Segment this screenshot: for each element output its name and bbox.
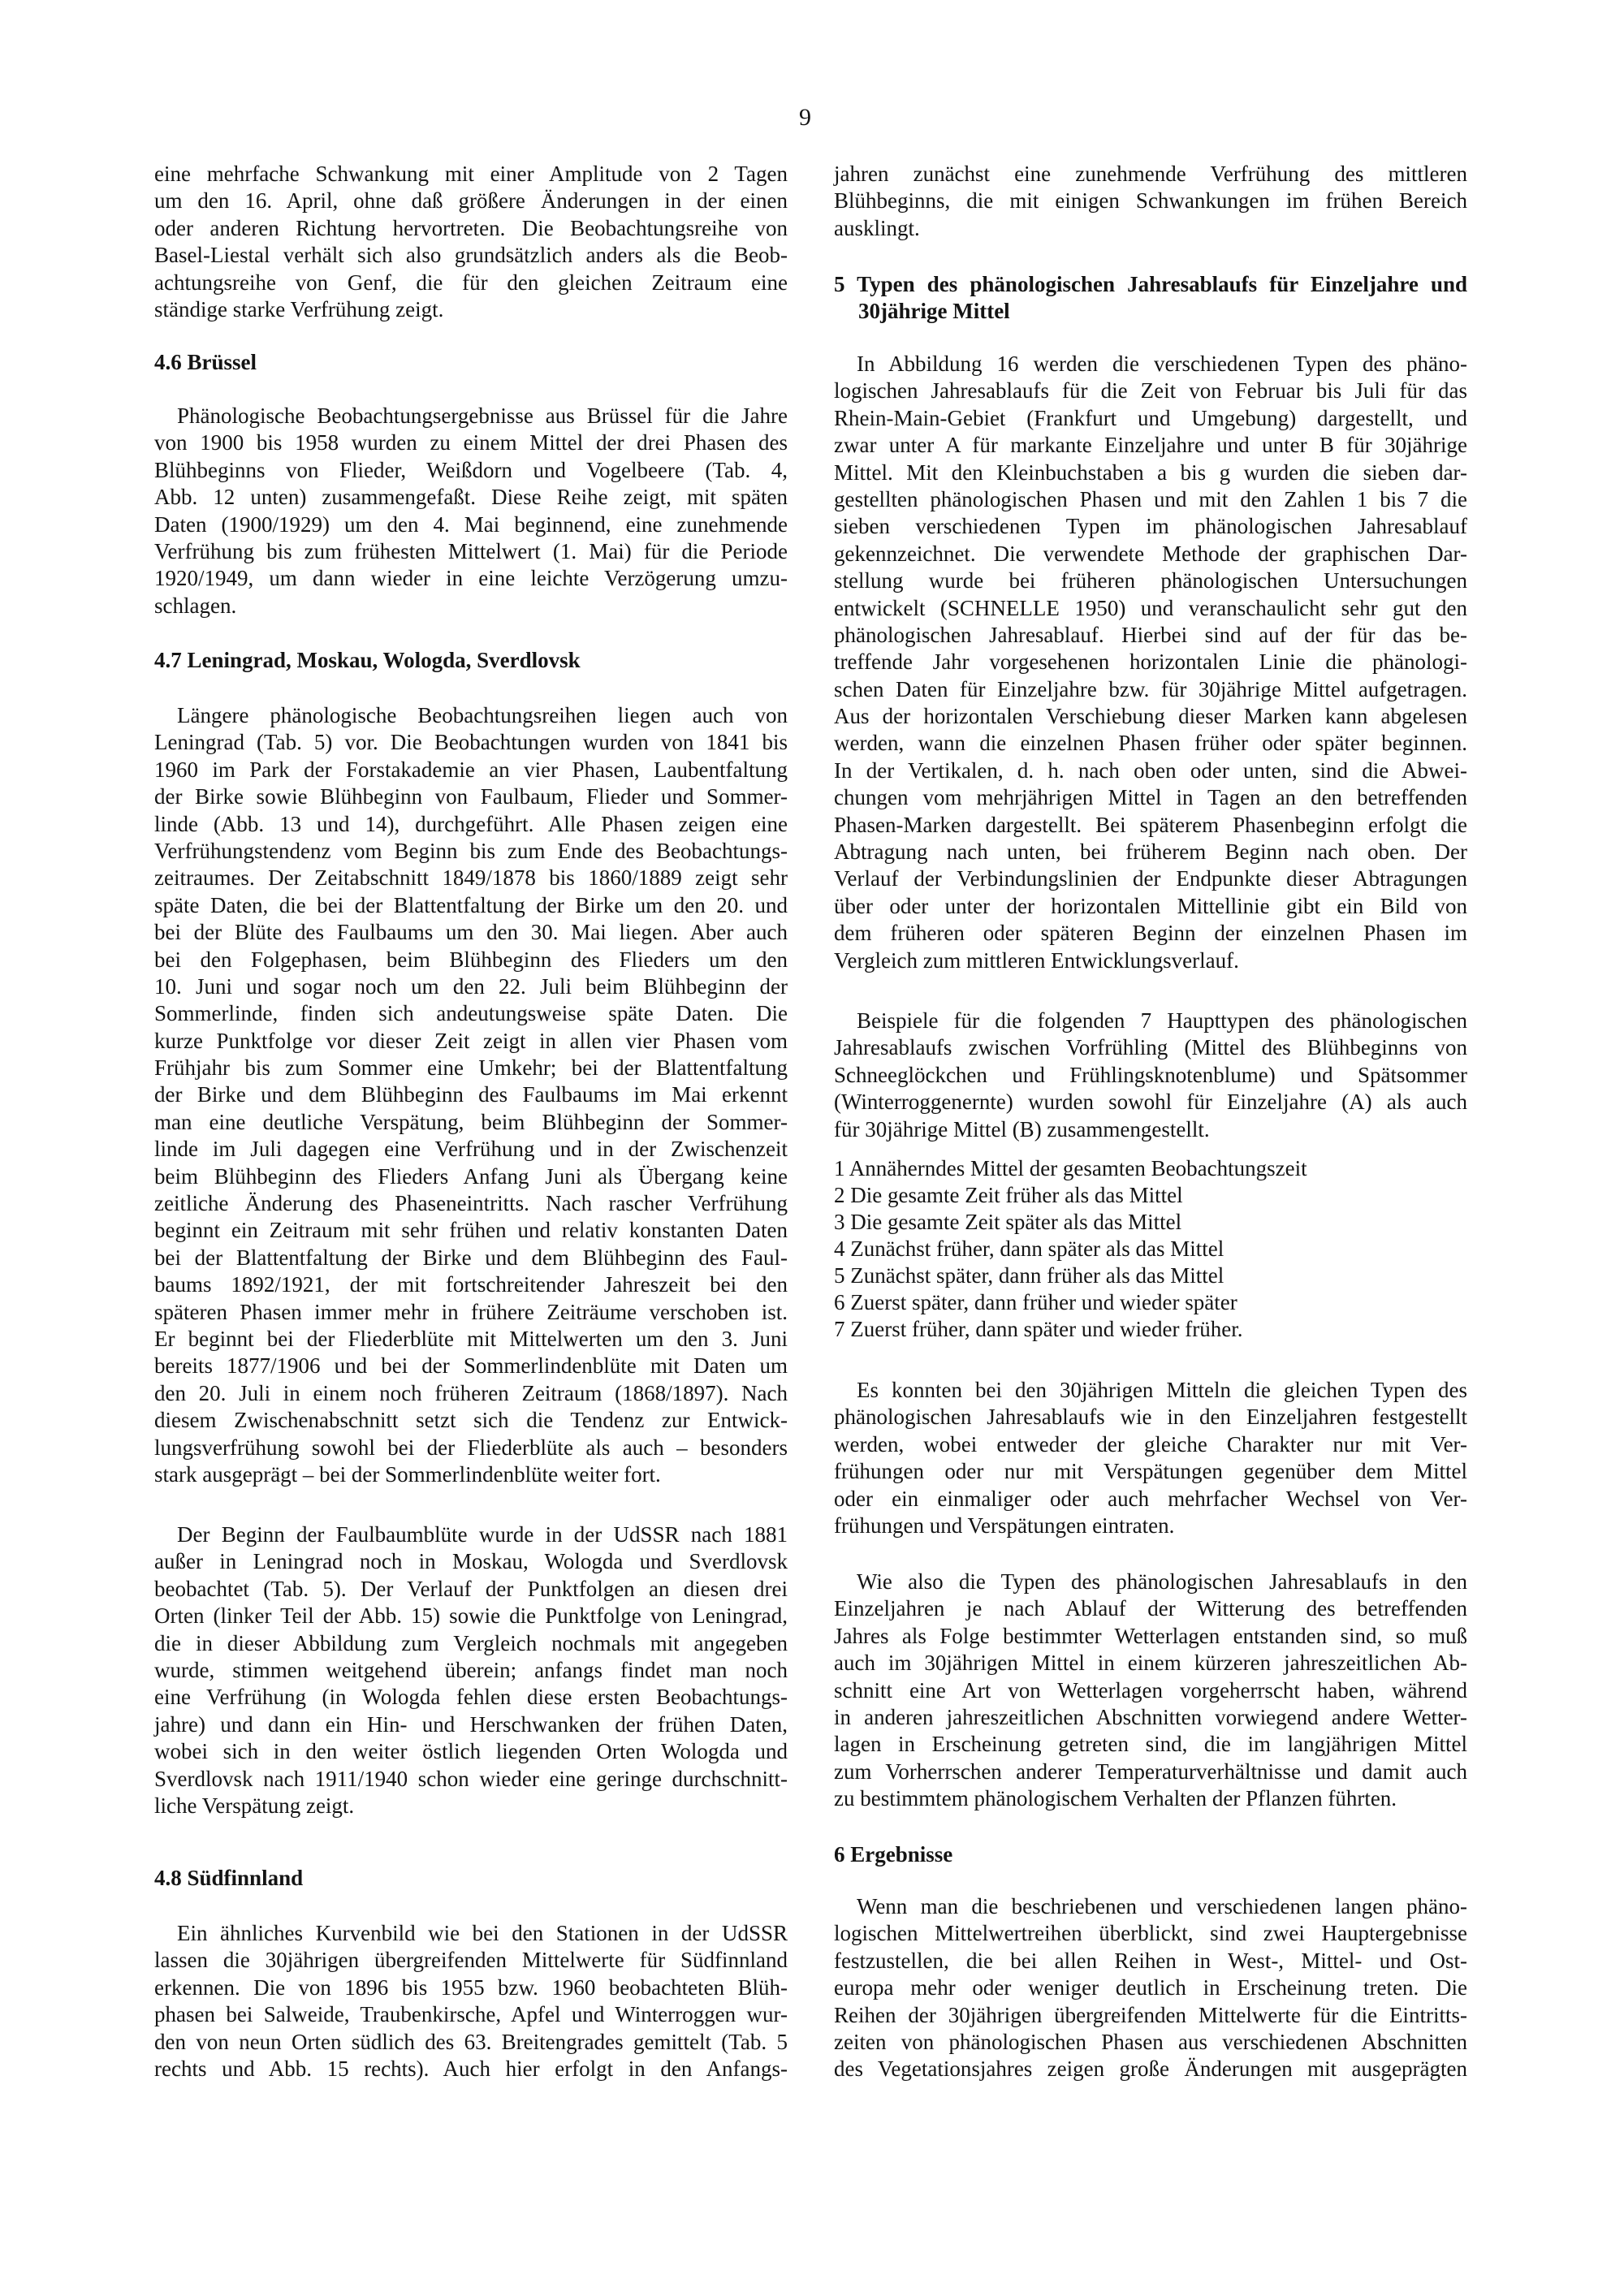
text-line: Wenn man die beschriebenen und verschiedenen langen phäno- [857, 1894, 1467, 1918]
text-line: Frühjahr bis zum Sommer eine Umkehr; bei der Blattentfaltung [154, 1055, 788, 1081]
text-line: Der Beginn der Faulbaumblüte wurde in der UdSSR nach 1881 [177, 1522, 788, 1547]
text-line: man eine deutliche Verspätung, beim Blühbeginn der Sommer- [154, 1109, 788, 1134]
text-line: Rhein-Main-Gebiet (Frankfurt und Umgebung) dargestellt, und [834, 405, 1467, 430]
text-line: festzustellen, die bei allen Reihen in West-, Mittel- und Ost- [834, 1948, 1467, 1973]
section-heading [154, 647, 788, 674]
text-line: Verlauf der Verbindungslinien der Endpunkte dieser Abtragungen [834, 866, 1467, 891]
text-line: erkennen. Die von 1896 bis 1955 bzw. 1960 beobachteten Blüh- [154, 1974, 788, 2000]
text-line: rechts und Abb. 15 rechts). Auch hier erfolgt in den Anfangs- [154, 2056, 788, 2081]
text-line: In der Vertikalen, d. h. nach oben oder unten, sind die Abwei- [834, 757, 1467, 783]
text-line: zwar unter A für markante Einzeljahre und unter B für 30jährige [834, 433, 1467, 458]
text-line: späte Daten, die bei der Blattentfaltung der Birke um den 20. und [154, 892, 788, 917]
text-line: zeiten von phänologischen Phasen aus verschiedenen Abschnitten [834, 2029, 1467, 2054]
text-line: Einzeljahren je nach Ablauf der Witterung des betreffenden [834, 1596, 1467, 1621]
list-item: 4 Zunächst früher, dann später als das Mittel [834, 1236, 1224, 1261]
heading-line: 30jährige Mittel [858, 299, 1010, 324]
text-line: des Vegetationsjahres zeigen große Änderungen mit ausgeprägten [834, 2056, 1467, 2082]
list-item: 2 Die gesamte Zeit früher als das Mittel [834, 1183, 1183, 1207]
text-line: gestellten phänologischen Phasen und mit den Zahlen 1 bis 7 die [834, 486, 1467, 511]
text-line: treffende Jahr vorgesehenen horizontalen Linie die phänologi- [834, 650, 1467, 675]
text-line: den von neun Orten südlich des 63. Breitengrades gemittelt (Tab. 5 [154, 2029, 788, 2054]
text-line: eine Verfrühung (in Wologda fehlen diese ersten Beobachtungs- [154, 1685, 788, 1710]
text-line: 1920/1949, um dann wieder in eine leichte Verzögerung umzu- [154, 566, 788, 591]
text-line: jahren zunächst eine zunehmende Verfrühung des mittleren [834, 162, 1467, 186]
text-line: 1960 im Park der Forstakademie an vier Phasen, Laubentfaltung [154, 757, 788, 782]
text-line: linde (Abb. 13 und 14), durchgeführt. Alle Phasen zeigen eine [154, 811, 788, 836]
list-item: 7 Zuerst früher, dann später und wieder früher. [834, 1317, 1243, 1341]
text-line: Schneeglöckchen und Frühlingsknotenblume) und Spätsommer [834, 1062, 1467, 1087]
text-line: Jahres als Folge bestimmter Wetterlagen entstanden sind, so muß [834, 1623, 1467, 1648]
text-line: Es konnten bei den 30jährigen Mitteln die gleichen Typen des [857, 1378, 1467, 1402]
text-line: Jahresablaufs zwischen Vorfrühling (Mittel des Blühbeginns von [834, 1035, 1467, 1060]
text-line: (Winterroggenernte) wurden sowohl für Einzeljahre (A) als auch [834, 1090, 1467, 1115]
section-heading [154, 1865, 788, 1892]
list-item: 3 Die gesamte Zeit später als das Mittel [834, 1210, 1182, 1234]
text-line: sieben verschiedenen Typen im phänologischen Jahresablauf [834, 514, 1467, 539]
text-line: außer in Leningrad noch in Moskau, Wologda und Sverdlovsk [154, 1549, 788, 1574]
text-line: phänologischen Jahresablaufs wie in den Einzeljahren festgestellt [834, 1405, 1467, 1430]
text-line: ständige starke Verfrühung zeigt. [154, 296, 444, 322]
text-line: lassen die 30jährigen übergreifenden Mittelwerte für Südfinnland [154, 1948, 788, 1973]
text-line: Verfrühung bis zum frühesten Mittelwert (1. Mai) für die Periode [154, 538, 788, 563]
paragraph [834, 1893, 1467, 2083]
paragraph [834, 1008, 1467, 1143]
section-heading [834, 271, 1467, 326]
heading-line: 5 Typen des phänologischen Jahresablaufs für Einzeljahre und [834, 272, 1467, 296]
text-line: lagen in Erscheinung getreten sind, die im langjährigen Mittel [834, 1732, 1467, 1757]
text-line: Verfrühungstendenz vom Beginn bis zum Ende des Beobachtungs- [154, 838, 788, 863]
text-line: Phänologische Beobachtungsergebnisse aus Brüssel für die Jahre [177, 404, 788, 428]
text-line: Leningrad (Tab. 5) vor. Die Beobachtungen wurden von 1841 bis [154, 730, 788, 755]
text-line: dem früheren oder späteren Beginn der einzelnen Phasen im [834, 921, 1467, 946]
text-line: schnitt eine Art von Wetterlagen vorgeherrscht haben, während [834, 1677, 1467, 1703]
text-line: Aus der horizontalen Verschiebung dieser Marken kann abgelesen [834, 704, 1467, 729]
text-line: schen Daten für Einzeljahre bzw. für 30jährige Mittel aufgetragen. [834, 676, 1467, 701]
text-line: bereits 1877/1906 und bei der Sommerlindenblüte mit Daten um [154, 1353, 788, 1379]
text-line: Daten (1900/1929) um den 4. Mai beginnend, eine zunehmende [154, 511, 788, 537]
text-line: linde im Juli dagegen eine Verfrühung und in der Zwischenzeit [154, 1137, 788, 1162]
text-line: Orten (linker Teil der Abb. 15) sowie die Punktfolge von Leningrad, [154, 1603, 788, 1629]
text-line: diesem Zwischenabschnitt setzt sich die Tendenz zur Entwick- [154, 1408, 788, 1433]
text-line: chungen vom mehrjährigen Mittel in Tagen an den betreffenden [834, 785, 1467, 810]
text-line: in anderen jahreszeitlichen Abschnitten vorwiegend andere Wetter- [834, 1704, 1467, 1729]
text-line: der Birke sowie Blühbeginn von Faulbaum, Flieder und Sommer- [154, 784, 788, 809]
text-line: Sverdlovsk nach 1911/1940 schon wieder eine geringe durchschnitt- [154, 1766, 788, 1791]
text-line: Beispiele für die folgenden 7 Haupttypen des phänologischen [857, 1008, 1467, 1033]
text-line: schlagen. [154, 593, 237, 618]
paragraph [834, 1569, 1467, 1813]
text-line: oder anderen Richtung hervortreten. Die Beobachtungsreihe von [154, 215, 788, 240]
page-number: 9 [799, 104, 811, 131]
text-line: Längere phänologische Beobachtungsreihen liegen auch von [177, 703, 788, 727]
text-line: werden, wann die einzelnen Phasen früher oder später beginnen. [834, 731, 1467, 756]
text-line: beim Blühbeginn des Flieders Anfang Juni als Übergang keine [154, 1163, 788, 1189]
list-item: 5 Zunächst später, dann früher als das Mittel [834, 1263, 1224, 1288]
text-line: Phasen-Marken dargestellt. Bei späterem Phasenbeginn erfolgt die [834, 812, 1467, 837]
paragraph [154, 1521, 788, 1819]
text-line: oder ein einmaliger oder auch mehrfacher Wechsel von Ver- [834, 1486, 1467, 1511]
paragraph [154, 1920, 788, 2082]
paragraph [834, 351, 1467, 974]
text-line: über oder unter der horizontalen Mittellinie gibt ein Bild von [834, 893, 1467, 918]
text-line: für 30jährige Mittel (B) zusammengestellt. [834, 1116, 1210, 1142]
list-item: 1 Annäherndes Mittel der gesamten Beobachtungszeit [834, 1156, 1307, 1180]
text-line: zeitraumes. Der Zeitabschnitt 1849/1878 bis 1860/1889 zeigt sehr [154, 865, 788, 891]
text-line: liche Verspätung zeigt. [154, 1793, 355, 1818]
text-line: entwickelt (SCHNELLE 1950) und veranschaulicht sehr gut den [834, 595, 1467, 620]
text-line: 10. Juni und sogar noch um den 22. Juli beim Blühbeginn der [154, 973, 788, 999]
text-line: werden, wobei entweder der gleiche Charakter nur mit Ver- [834, 1431, 1467, 1457]
text-line: Blühbeginns, die mit einigen Schwankungen im frühen Bereich [834, 188, 1467, 214]
text-line: zum Vorherrschen anderer Temperaturverhältnisse und damit auch [834, 1759, 1467, 1784]
text-line: um den 16. April, ohne daß größere Änderungen in der einen [154, 188, 788, 214]
text-line: frühungen oder nur mit Verspätungen gegenüber dem Mittel [834, 1459, 1467, 1484]
text-line: europa mehr oder weniger deutlich in Erscheinung treten. Die [834, 1975, 1467, 2000]
text-line: Abtragung nach unten, bei früherem Beginn nach oben. Der [834, 839, 1467, 865]
text-line: auch im 30jährigen Mittel in einem kürzeren jahreszeitlichen Ab- [834, 1651, 1467, 1676]
text-line: bei den Folgephasen, beim Blühbeginn des Flieders um den [154, 947, 788, 972]
text-line: baums 1892/1921, der mit fortschreitender Jahreszeit bei den [154, 1272, 788, 1297]
text-line: stellung wurde bei früheren phänologischen Untersuchungen [834, 568, 1467, 593]
text-line: Abb. 12 unten) zusammengefaßt. Diese Reihe zeigt, mit späten [154, 485, 788, 510]
text-line: den 20. Juli in einem noch früheren Zeitraum (1868/1897). Nach [154, 1380, 788, 1405]
text-line: jahre) und dann ein Hin- und Herschwanken der frühen Daten, [154, 1711, 788, 1737]
paragraph [154, 161, 788, 323]
heading-line: 6 Ergebnisse [834, 1842, 953, 1867]
text-line: Basel-Liestal verhält sich also grundsätzlich anders als die Beob- [154, 243, 788, 268]
type-list [834, 1155, 1467, 1343]
text-line: kurze Punktfolge vor dieser Zeit zeigt in allen vier Phasen vom [154, 1028, 788, 1053]
text-line: der Birke und dem Blühbeginn des Faulbaums im Mai erkennt [154, 1082, 788, 1107]
text-line: frühungen und Verspätungen eintraten. [834, 1513, 1175, 1538]
paragraph [834, 161, 1467, 242]
text-line: phänologischen Jahresablauf. Hierbei sind auf der für das be- [834, 622, 1467, 647]
text-line: eine mehrfache Schwankung mit einer Amplitude von 2 Tagen [154, 162, 788, 186]
section-heading [154, 349, 788, 376]
text-line: beginnt ein Zeitraum mit sehr frühen und relativ konstanten Daten [154, 1218, 788, 1243]
text-line: stark ausgeprägt – bei der Sommerlindenblüte weiter fort. [154, 1461, 661, 1487]
text-line: In Abbildung 16 werden die verschiedenen Typen des phäno- [857, 352, 1467, 376]
text-line: späteren Phasen immer mehr in frühere Zeiträume verschoben ist. [154, 1299, 788, 1324]
text-line: logischen Mittelwertreihen überblickt, sind zwei Hauptergebnisse [834, 1921, 1467, 1946]
text-line: zu bestimmtem phänologischem Verhalten der Pflanzen führten. [834, 1786, 1397, 1811]
heading-line: 4.6 Brüssel [154, 350, 257, 374]
heading-line: 4.8 Südfinnland [154, 1866, 304, 1890]
text-line: wobei sich in den weiter östlich liegenden Orten Wologda und [154, 1739, 788, 1764]
text-line: Wie also die Typen des phänologischen Jahresablaufs in den [857, 1569, 1467, 1594]
text-line: Mittel. Mit den Kleinbuchstaben a bis g wurden die sieben dar- [834, 460, 1467, 485]
text-line: gekennzeichnet. Die verwendete Methode der graphischen Dar- [834, 541, 1467, 566]
text-line: Reihen der 30jährigen übergreifenden Mittelwerte für die Eintritts- [834, 2002, 1467, 2027]
paragraph [834, 1377, 1467, 1539]
text-line: beobachtet (Tab. 5). Der Verlauf der Punktfolgen an diesen drei [154, 1576, 788, 1601]
text-line: Vergleich zum mittleren Entwicklungsverlauf. [834, 947, 1239, 973]
text-line: die in dieser Abbildung zum Vergleich nochmals mit angegeben [154, 1630, 788, 1655]
text-line: bei der Blüte des Faulbaums um den 30. Mai liegen. Aber auch [154, 920, 788, 945]
text-line: achtungsreihe von Genf, die für den gleichen Zeitraum eine [154, 270, 788, 295]
text-line: von 1900 bis 1958 wurden zu einem Mittel der drei Phasen des [154, 430, 788, 455]
text-line: bei der Blattentfaltung der Birke und dem Blühbeginn des Faul- [154, 1245, 788, 1270]
text-line: Blühbeginns von Flieder, Weißdorn und Vogelbeere (Tab. 4, [154, 457, 788, 482]
text-line: logischen Jahresablaufs für die Zeit von Februar bis Juli für das [834, 378, 1467, 404]
paragraph [154, 702, 788, 1488]
text-line: wurde, stimmen weitgehend überein; anfangs findet man noch [154, 1657, 788, 1682]
text-line: ausklingt. [834, 215, 920, 240]
heading-line: 4.7 Leningrad, Moskau, Wologda, Sverdlovsk [154, 648, 581, 672]
text-line: lungsverfrühung sowohl bei der Fliederblüte als auch – besonders [154, 1435, 788, 1460]
list-item: 6 Zuerst später, dann früher und wieder später [834, 1290, 1237, 1314]
text-line: zeitliche Änderung des Phaseneintritts. Nach rascher Verfrühung [154, 1191, 788, 1216]
paragraph [154, 403, 788, 619]
text-line: Ein ähnliches Kurvenbild wie bei den Stationen in der UdSSR [177, 1921, 788, 1945]
text-line: Sommerlinde, finden sich andeutungsweise späte Daten. Die [154, 1001, 788, 1026]
section-heading [834, 1841, 1467, 1868]
text-line: phasen bei Salweide, Traubenkirsche, Apfel und Winterroggen wur- [154, 2002, 788, 2027]
text-line: Er beginnt bei der Fliederblüte mit Mittelwerten um den 3. Juni [154, 1326, 788, 1351]
